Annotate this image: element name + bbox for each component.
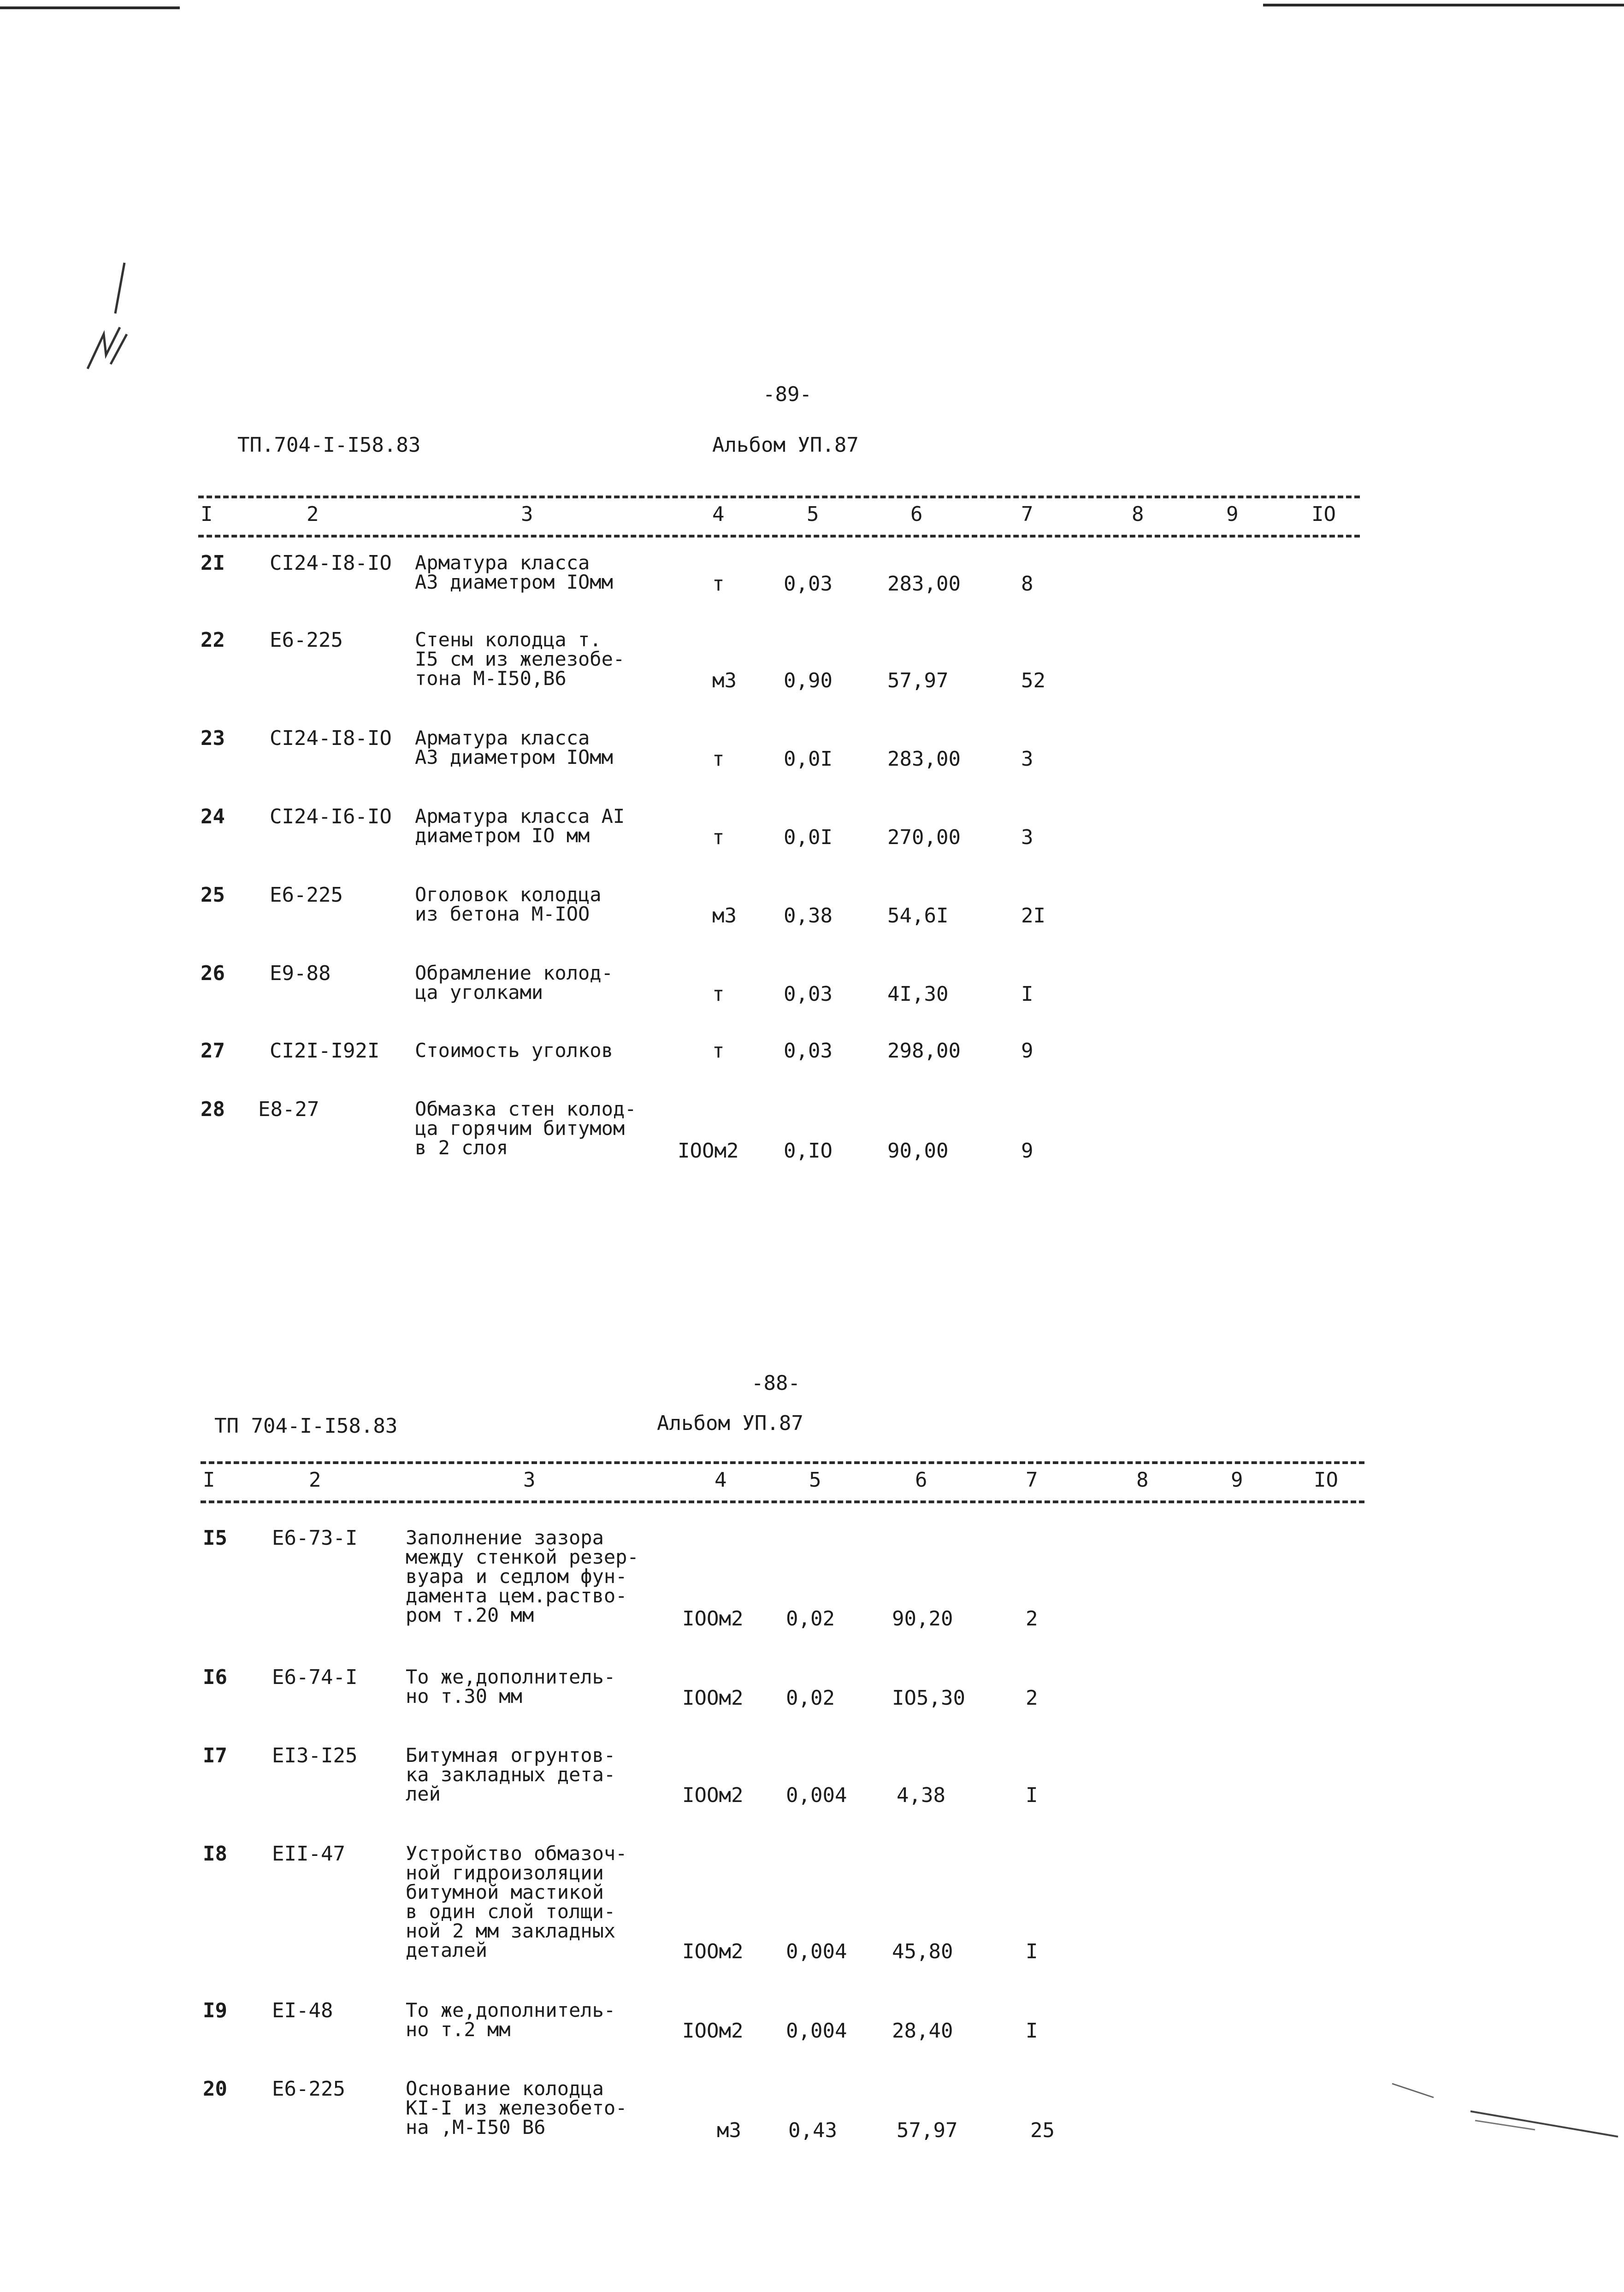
- column-header-9: 9: [1226, 502, 1239, 526]
- work-description: Оголовок колодца из бетона М-IOO: [415, 883, 602, 925]
- total-cost: 8: [1021, 572, 1033, 596]
- unit-price: 57,97: [897, 2119, 958, 2142]
- unit: т: [712, 1039, 725, 1063]
- row-number: I5: [203, 1526, 227, 1550]
- total-cost: I: [1021, 982, 1033, 1006]
- unit: IOOм2: [678, 1139, 739, 1163]
- work-description: Битумная огрунтов- ка закладных дета- лей: [406, 1744, 616, 1805]
- work-description: Арматура класса А3 диаметром IOмм: [415, 551, 613, 593]
- column-header-1: I: [203, 1468, 215, 1492]
- total-cost: 2: [1026, 1607, 1038, 1630]
- unit: IOOм2: [682, 1607, 744, 1630]
- row-number: I6: [203, 1666, 227, 1689]
- quantity: 0,004: [786, 2019, 847, 2043]
- unit-price: 90,00: [887, 1139, 949, 1163]
- unit: IOOм2: [682, 1940, 744, 1963]
- quantity: 0,02: [786, 1686, 835, 1710]
- row-number: 20: [203, 2077, 227, 2101]
- unit-price: 283,00: [887, 572, 961, 596]
- column-header-8: 8: [1132, 502, 1144, 526]
- unit-price: 283,00: [887, 747, 961, 771]
- column-header-10: IO: [1311, 502, 1336, 526]
- scan-artifact-lines: [1383, 2074, 1623, 2157]
- column-header-2: 2: [307, 502, 319, 526]
- quantity: 0,43: [788, 2119, 837, 2142]
- table-header-rule-top: [201, 1461, 1364, 1464]
- unit: IOOм2: [682, 1686, 744, 1710]
- work-description: Заполнение зазора между стенкой резер- вуара и седлом фун- дамента цем.раство- ром т.20 мм: [406, 1526, 639, 1626]
- quantity: 0,90: [784, 669, 833, 692]
- column-header-1: I: [201, 502, 213, 526]
- quantity: 0,0I: [784, 747, 833, 771]
- rate-code: Е6-225: [272, 2077, 345, 2101]
- total-cost: 2: [1026, 1686, 1038, 1710]
- unit-price: 298,00: [887, 1039, 961, 1063]
- quantity: 0,03: [784, 982, 833, 1006]
- total-cost: 2I: [1021, 904, 1045, 927]
- row-number: I9: [203, 1999, 227, 2022]
- unit: т: [712, 826, 725, 849]
- column-header-7: 7: [1021, 502, 1033, 526]
- rate-code: CI2I-I92I: [270, 1039, 380, 1063]
- work-description: Обрамление колод- ца уголками: [415, 962, 613, 1004]
- total-cost: I: [1026, 1940, 1038, 1963]
- page-number: -89-: [763, 383, 812, 406]
- work-description: Обмазка стен колод- ца горячим битумом в 2 слоя: [415, 1098, 637, 1159]
- unit: м3: [712, 904, 737, 927]
- column-header-3: 3: [523, 1468, 536, 1492]
- page-number: -88-: [751, 1371, 800, 1395]
- unit-price: 90,20: [892, 1607, 953, 1630]
- unit-price: 57,97: [887, 669, 949, 692]
- rate-code: Е9-88: [270, 962, 331, 985]
- quantity: 0,02: [786, 1607, 835, 1630]
- row-number: 25: [201, 883, 225, 907]
- rate-code: ЕI3-I25: [272, 1744, 358, 1767]
- unit-price: 28,40: [892, 2019, 953, 2043]
- unit: т: [712, 982, 725, 1006]
- total-cost: 3: [1021, 826, 1033, 849]
- unit: IOOм2: [682, 2019, 744, 2043]
- column-header-3: 3: [521, 502, 533, 526]
- document-code: ТП.704-I-I58.83: [237, 433, 421, 457]
- rate-code: Е8-27: [258, 1098, 319, 1121]
- column-header-4: 4: [712, 502, 725, 526]
- scan-edge-line-right: [1263, 4, 1624, 6]
- column-header-6: 6: [915, 1468, 927, 1492]
- unit-price: 54,6I: [887, 904, 949, 927]
- quantity: 0,004: [786, 1940, 847, 1963]
- work-description: Стоимость уголков: [415, 1039, 613, 1062]
- total-cost: 9: [1021, 1139, 1033, 1163]
- row-number: 23: [201, 727, 225, 750]
- unit-price: 4I,30: [887, 982, 949, 1006]
- unit: м3: [712, 669, 737, 692]
- unit-price: 4,38: [897, 1784, 945, 1807]
- rate-code: CI24-I6-IO: [270, 805, 392, 828]
- rate-code: Е6-225: [270, 628, 343, 652]
- unit-price: 270,00: [887, 826, 961, 849]
- work-description: Основание колодца КI-I из железобето- на ,М-I50 В6: [406, 2077, 627, 2138]
- quantity: 0,0I: [784, 826, 833, 849]
- rate-code: Е6-74-I: [272, 1666, 358, 1689]
- column-header-10: IO: [1314, 1468, 1338, 1492]
- row-number: 28: [201, 1098, 225, 1121]
- quantity: 0,IO: [784, 1139, 833, 1163]
- table-header-rule-top: [198, 496, 1360, 498]
- row-number: 2I: [201, 551, 225, 575]
- rate-code: ЕI-48: [272, 1999, 333, 2022]
- total-cost: 52: [1021, 669, 1045, 692]
- work-description: Арматура класса А3 диаметром IOмм: [415, 727, 613, 768]
- rate-code: CI24-I8-IO: [270, 727, 392, 750]
- unit-price: IO5,30: [892, 1686, 965, 1710]
- column-header-5: 5: [807, 502, 819, 526]
- column-header-2: 2: [309, 1468, 321, 1492]
- column-header-6: 6: [910, 502, 923, 526]
- quantity: 0,03: [784, 1039, 833, 1063]
- column-header-8: 8: [1136, 1468, 1149, 1492]
- quantity: 0,004: [786, 1784, 847, 1807]
- column-header-4: 4: [715, 1468, 727, 1492]
- work-description: Стены колодца т. I5 см из железобе- тона М-I50,В6: [415, 628, 625, 690]
- table-header-rule-bottom: [201, 1500, 1364, 1503]
- unit: т: [712, 747, 725, 771]
- handwritten-margin-mark: [69, 258, 143, 387]
- album-label: Альбом УП.87: [712, 433, 859, 457]
- unit: м3: [717, 2119, 741, 2142]
- column-header-5: 5: [809, 1468, 821, 1492]
- work-description: То же,дополнитель- но т.2 мм: [406, 1999, 616, 2041]
- total-cost: 9: [1021, 1039, 1033, 1063]
- rate-code: ЕII-47: [272, 1842, 345, 1866]
- scan-edge-line-left: [0, 6, 180, 9]
- row-number: I8: [203, 1842, 227, 1866]
- column-header-7: 7: [1026, 1468, 1038, 1492]
- unit-price: 45,80: [892, 1940, 953, 1963]
- row-number: 26: [201, 962, 225, 985]
- row-number: 24: [201, 805, 225, 828]
- quantity: 0,03: [784, 572, 833, 596]
- row-number: 22: [201, 628, 225, 652]
- rate-code: Е6-73-I: [272, 1526, 358, 1550]
- rate-code: CI24-I8-IO: [270, 551, 392, 575]
- album-label: Альбом УП.87: [657, 1412, 803, 1435]
- total-cost: I: [1026, 1784, 1038, 1807]
- work-description: Арматура класса АI диаметром IO мм: [415, 805, 625, 847]
- rate-code: Е6-225: [270, 883, 343, 907]
- row-number: 27: [201, 1039, 225, 1063]
- total-cost: I: [1026, 2019, 1038, 2043]
- table-header-rule-bottom: [198, 535, 1360, 538]
- work-description: То же,дополнитель- но т.30 мм: [406, 1666, 616, 1707]
- quantity: 0,38: [784, 904, 833, 927]
- unit: т: [712, 572, 725, 596]
- total-cost: 25: [1030, 2119, 1055, 2142]
- column-header-9: 9: [1231, 1468, 1243, 1492]
- row-number: I7: [203, 1744, 227, 1767]
- unit: IOOм2: [682, 1784, 744, 1807]
- work-description: Устройство обмазоч- ной гидроизоляции битумной мастикой в один слой толщи- ной 2 мм закладных деталей: [406, 1842, 627, 1961]
- total-cost: 3: [1021, 747, 1033, 771]
- document-code: ТП 704-I-I58.83: [214, 1414, 398, 1438]
